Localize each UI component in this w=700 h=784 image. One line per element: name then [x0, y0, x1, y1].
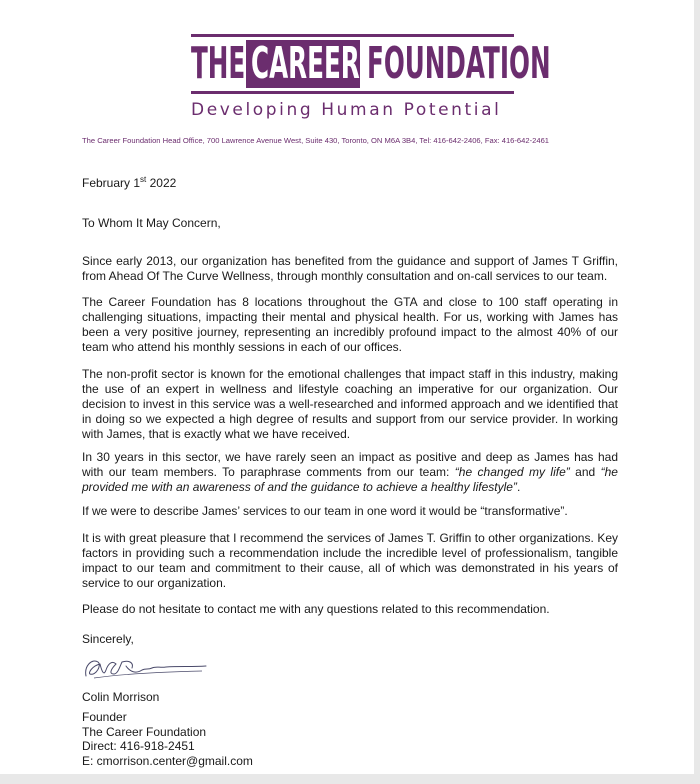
paragraph-4 [82, 450, 618, 495]
quote-changed-my-life: “he changed my life” [454, 465, 570, 479]
date-month-day: February 1 [82, 176, 141, 190]
date-suffix: st [140, 175, 147, 184]
logo-word-the: THE [191, 38, 246, 89]
signer-email: E: cmorrison.center@gmail.com [82, 753, 253, 768]
page-edge [694, 0, 700, 784]
logo-word-foundation: FOUNDATION [367, 38, 551, 89]
signer-name: Colin Morrison [82, 690, 160, 704]
letter-date [82, 176, 618, 191]
signer-phone: Direct: 416-918-2451 [82, 739, 195, 754]
logo-bottom-rule [191, 91, 514, 94]
handwritten-signature [82, 652, 212, 684]
logo-top-rule [191, 34, 514, 37]
logo-word-career: CAREER [251, 38, 360, 89]
date-year: 2022 [146, 176, 177, 190]
signer-organization: The Career Foundation [82, 724, 207, 739]
signature-block [82, 710, 253, 768]
quote-healthy-lifestyle: “he provided me with an awareness of and the guidance to achieve a healthy lifestyle” [82, 465, 618, 494]
paragraph-2: The Career Foundation has 8 locations throughout the GTA and close to 100 staff operating in challenging situations, impacting their mental and physical health. For us, working with James has been a very positive journey, representing an incredibly profound impact to the almost 40% of our team who attend his monthly sessions in each of our offices. [82, 295, 618, 354]
logo-tagline: Developing Human Potential [191, 100, 502, 120]
paragraph-3: The non-profit sector is known for the emotional challenges that impact staff in this industry, making the use of an expert in wellness and lifestyle coaching an imperative for our organization. Our decision to invest in this service was a well-researched and informed approach and we identified that in doing so we expected a high degree of results and support from our service provider. In working with James, that is exactly what we have received. [82, 367, 618, 441]
closing: Sincerely, [82, 632, 134, 646]
paragraph-1: Since early 2013, our organization has benefited from the guidance and support of James T Griffin, from Ahead Of The Curve Wellness, through monthly consultation and on-call services to our team. [82, 254, 618, 283]
paragraph-4-and: and [569, 465, 601, 479]
salutation: To Whom It May Concern, [82, 216, 221, 230]
letterhead-address: The Career Foundation Head Office, 700 Lawrence Avenue West, Suite 430, Toronto, ON M6A 3B4, Tel: 416-642-2406, Fax: 416-642-2461 [82, 136, 550, 145]
logo [191, 38, 551, 89]
signer-title: Founder [82, 710, 127, 724]
paragraph-6: It is with great pleasure that I recommend the services of James T. Griffin to other organizations. Key factors in providing such a recommendation include the incredible level of professionalism, tangible impact to our team and commitment to their cause, all of which was demonstrated in his years of service to our organization. [82, 531, 618, 590]
paragraph-7: Please do not hesitate to contact me with any questions related to this recommendation. [82, 602, 550, 616]
page-edge [0, 774, 700, 784]
paragraph-4-start: In 30 years in this sector, we have rarely seen an impact as positive and deep as James has had with our team members. To paraphrase comments from our team: [82, 450, 618, 479]
paragraph-4-end: . [516, 480, 521, 494]
paragraph-5: If we were to describe James’ services to our team in one word it would be “transformative”. [82, 504, 568, 518]
